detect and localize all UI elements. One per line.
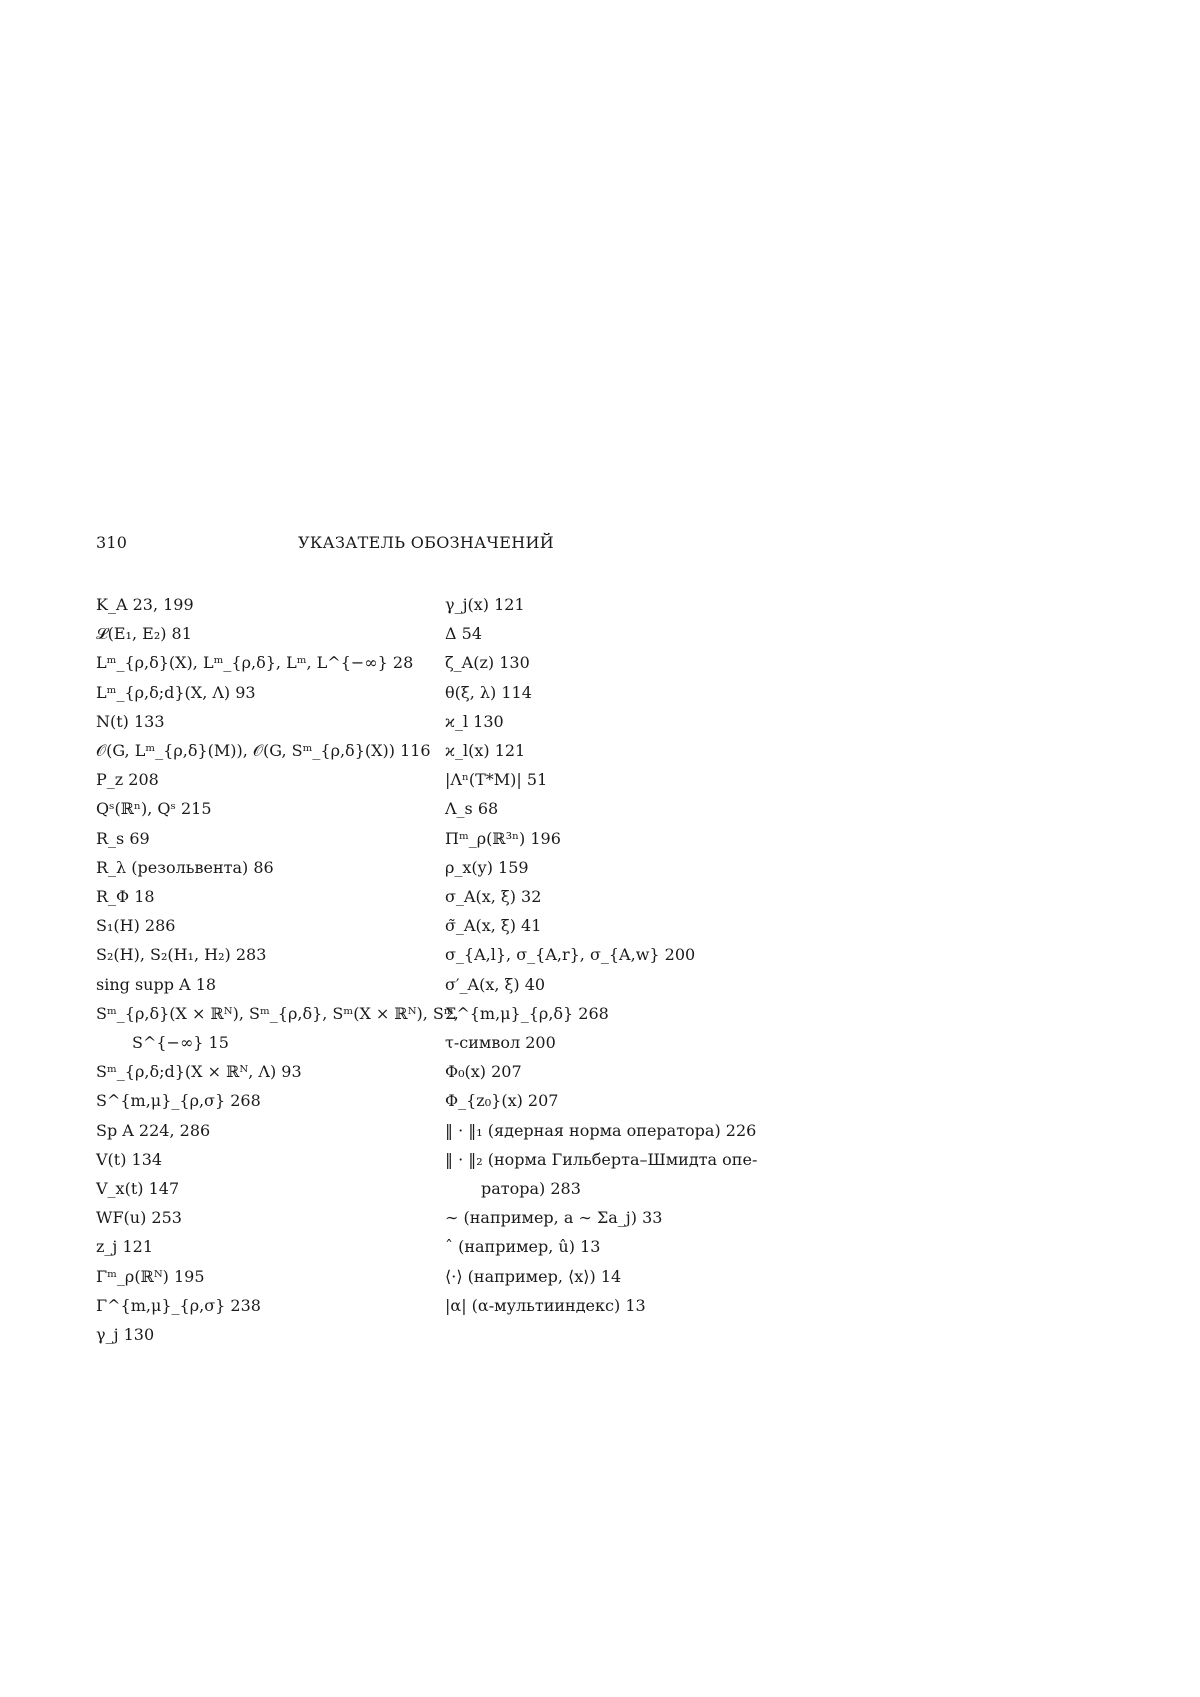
index-entry: Sᵐ_{ρ,δ}(X × ℝᴺ), Sᵐ_{ρ,δ}, Sᵐ(X × ℝᴺ), Sᵐ, [96, 1003, 459, 1023]
index-entry: 𝓛(E₁, E₂) 81 [96, 624, 192, 644]
index-entry: Qˢ(ℝⁿ), Qˢ 215 [96, 799, 212, 819]
index-entry: γ_j 130 [96, 1325, 155, 1345]
index-entry: Λ_s 68 [445, 799, 499, 819]
index-entry: R_Φ 18 [96, 887, 155, 907]
index-entry: S₂(H), S₂(H₁, H₂) 283 [96, 945, 267, 965]
running-title: УКАЗАТЕЛЬ ОБОЗНАЧЕНИЙ [298, 533, 554, 552]
index-entry: Sp A 224, 286 [96, 1120, 211, 1140]
index-entry: V_x(t) 147 [96, 1179, 180, 1199]
index-entry: ϰ_l(x) 121 [445, 741, 526, 761]
index-entry: σ_{A,l}, σ_{A,r}, σ_{A,w} 200 [445, 945, 696, 965]
index-entry: ‖ · ‖₂ (норма Гильберта–Шмидта опе- [445, 1149, 758, 1169]
index-entry: z_j 121 [96, 1237, 154, 1257]
index-entry: σ′_A(x, ξ) 40 [445, 974, 546, 994]
index-entry: N(t) 133 [96, 711, 165, 731]
index-entry: P_z 208 [96, 770, 159, 790]
index-entry: R_λ (резольвента) 86 [96, 857, 274, 877]
index-entry: ˆ (например, û) 13 [445, 1237, 601, 1257]
index-left-column [96, 590, 459, 1349]
index-entry: Γ^{m,μ}_{ρ,σ} 238 [96, 1295, 261, 1315]
index-entry: Φ_{z₀}(x) 207 [445, 1091, 559, 1111]
index-entry: Lᵐ_{ρ,δ}(X), Lᵐ_{ρ,δ}, Lᵐ, L^{−∞} 28 [96, 653, 414, 673]
index-entry: sing supp A 18 [96, 974, 217, 994]
index-entry: Γᵐ_ρ(ℝᴺ) 195 [96, 1266, 205, 1286]
index-entry: 𝒪(G, Lᵐ_{ρ,δ}(M)), 𝒪(G, Sᵐ_{ρ,δ}(X)) 116 [96, 741, 431, 761]
index-entry: Σ^{m,μ}_{ρ,δ} 268 [445, 1003, 609, 1023]
index-entry: Πᵐ_ρ(ℝ³ⁿ) 196 [445, 828, 561, 848]
index-entry: S^{−∞} 15 [132, 1033, 229, 1053]
index-entry: σ_A(x, ξ) 32 [445, 887, 542, 907]
index-entry: ϰ_l 130 [445, 711, 504, 731]
index-entry: R_s 69 [96, 828, 150, 848]
index-entry: ⟨·⟩ (например, ⟨x⟩) 14 [445, 1266, 622, 1286]
index-entry: |Λⁿ(T*M)| 51 [445, 770, 548, 790]
index-entry: ратора) 283 [481, 1179, 581, 1199]
index-entry: θ(ξ, λ) 114 [445, 682, 532, 702]
index-entry: ρ_x(y) 159 [445, 857, 529, 877]
index-entry: K_A 23, 199 [96, 595, 194, 614]
index-entry: ‖ · ‖₁ (ядерная норма оператора) 226 [445, 1120, 757, 1140]
index-entry: σ̃_A(x, ξ) 41 [445, 916, 542, 936]
index-entry: γ_j(x) 121 [445, 595, 525, 614]
page-number: 310 [96, 533, 128, 552]
index-right-column [445, 590, 757, 1320]
index-entry: |α| (α-мультииндекс) 13 [445, 1295, 646, 1315]
index-entry: Φ₀(x) 207 [445, 1062, 522, 1082]
index-entry: ∼ (например, a ∼ Σa_j) 33 [445, 1208, 663, 1228]
index-entry: ζ_A(z) 130 [445, 653, 530, 673]
index-entry: V(t) 134 [96, 1149, 163, 1169]
index-entry: Lᵐ_{ρ,δ;d}(X, Λ) 93 [96, 682, 256, 702]
index-entry: S^{m,μ}_{ρ,σ} 268 [96, 1091, 261, 1111]
index-entry: τ-символ 200 [445, 1033, 556, 1053]
index-entry: Sᵐ_{ρ,δ;d}(X × ℝᴺ, Λ) 93 [96, 1062, 302, 1082]
index-entry: Δ 54 [445, 624, 482, 644]
index-entry: WF(u) 253 [96, 1208, 182, 1228]
index-entry: S₁(H) 286 [96, 916, 176, 936]
